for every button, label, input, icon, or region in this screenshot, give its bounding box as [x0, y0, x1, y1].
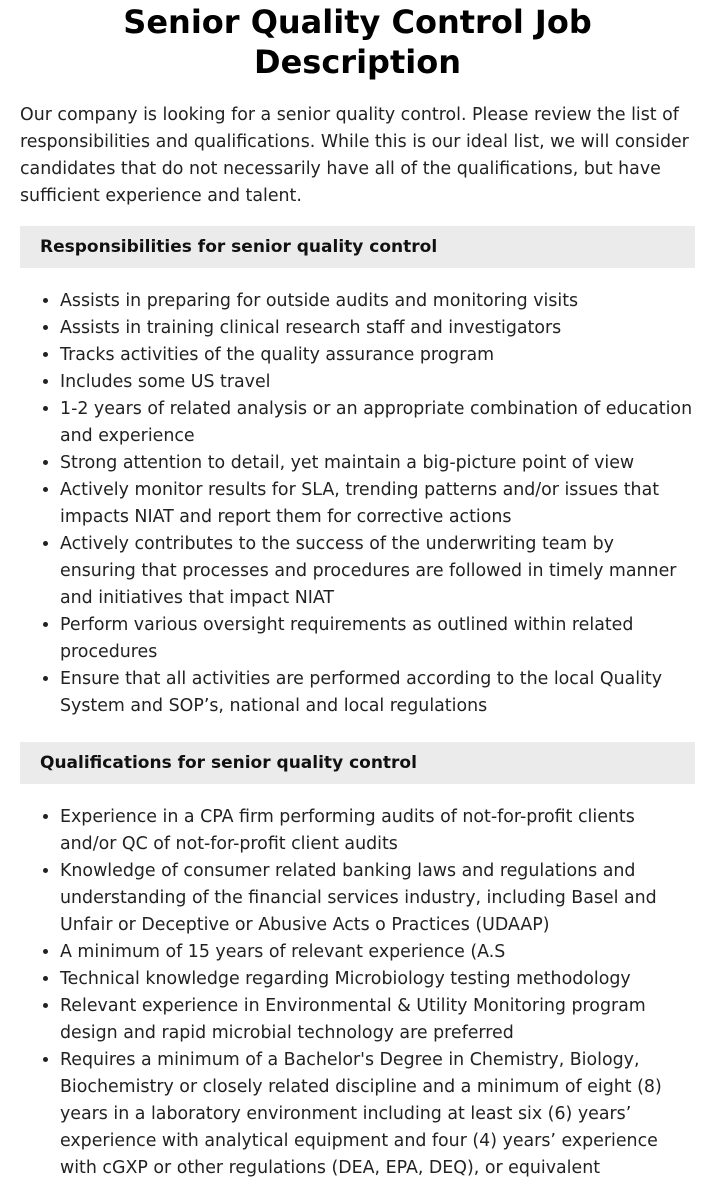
page-title: Senior Quality Control Job Description [123, 3, 592, 81]
responsibilities-heading: Responsibilities for senior quality control [20, 226, 695, 268]
list-item: • 1-2 years of related analysis or an appropriate combination of education and experience [60, 396, 695, 450]
list-item: • Experience in a CPA firm performing audits of not-for-profit clients and/or QC of not-for-profit client audits [60, 804, 695, 858]
list-item: • Assists in training clinical research staff and investigators [60, 315, 695, 342]
qualifications-heading: Qualifications for senior quality control [20, 742, 695, 784]
list-item: • Ensure that all activities are performed according to the local Quality System and SOP’s, national and local regulations [60, 666, 695, 720]
list-item: • Tracks activities of the quality assurance program [60, 342, 695, 369]
intro-paragraph: Our company is looking for a senior quality control. Please review the list of responsibilities and qualifications. While this is our ideal list, we will consider candidates that do not necessarily have all of the qualifications, but have sufficient experience and talent. [20, 105, 689, 206]
list-item: • Knowledge of consumer related banking laws and regulations and understanding of the financial services industry, including Basel and Unfair or Deceptive or Abusive Acts o Practices (UDAAP) [60, 858, 695, 939]
list-item: • Includes some US travel [60, 369, 695, 396]
responsibilities-list [20, 288, 695, 720]
list-item: • Technical knowledge regarding Microbiology testing methodology [60, 966, 695, 993]
list-item: • Actively monitor results for SLA, trending patterns and/or issues that impacts NIAT and report them for corrective actions [60, 477, 695, 531]
list-item: • Strong attention to detail, yet maintain a big-picture point of view [60, 450, 695, 477]
list-item: • Relevant experience in Environmental & Utility Monitoring program design and rapid microbial technology are preferred [60, 993, 695, 1047]
list-item: • Perform various oversight requirements as outlined within related procedures [60, 612, 695, 666]
list-item: • Assists in preparing for outside audits and monitoring visits [60, 288, 695, 315]
qualifications-list [20, 804, 695, 1182]
list-item: • A minimum of 15 years of relevant experience (A.S [60, 939, 695, 966]
list-item: • Actively contributes to the success of the underwriting team by ensuring that processes and procedures are followed in timely manner and initiatives that impact NIAT [60, 531, 695, 612]
list-item: • Requires a minimum of a Bachelor's Degree in Chemistry, Biology, Biochemistry or closely related discipline and a minimum of eight (8) years in a laboratory environment including at least six (6) years’ experience with analytical equipment and four (4) years’ experience with cGXP or other regulations (DEA, EPA, DEQ), or equivalent [60, 1047, 695, 1182]
